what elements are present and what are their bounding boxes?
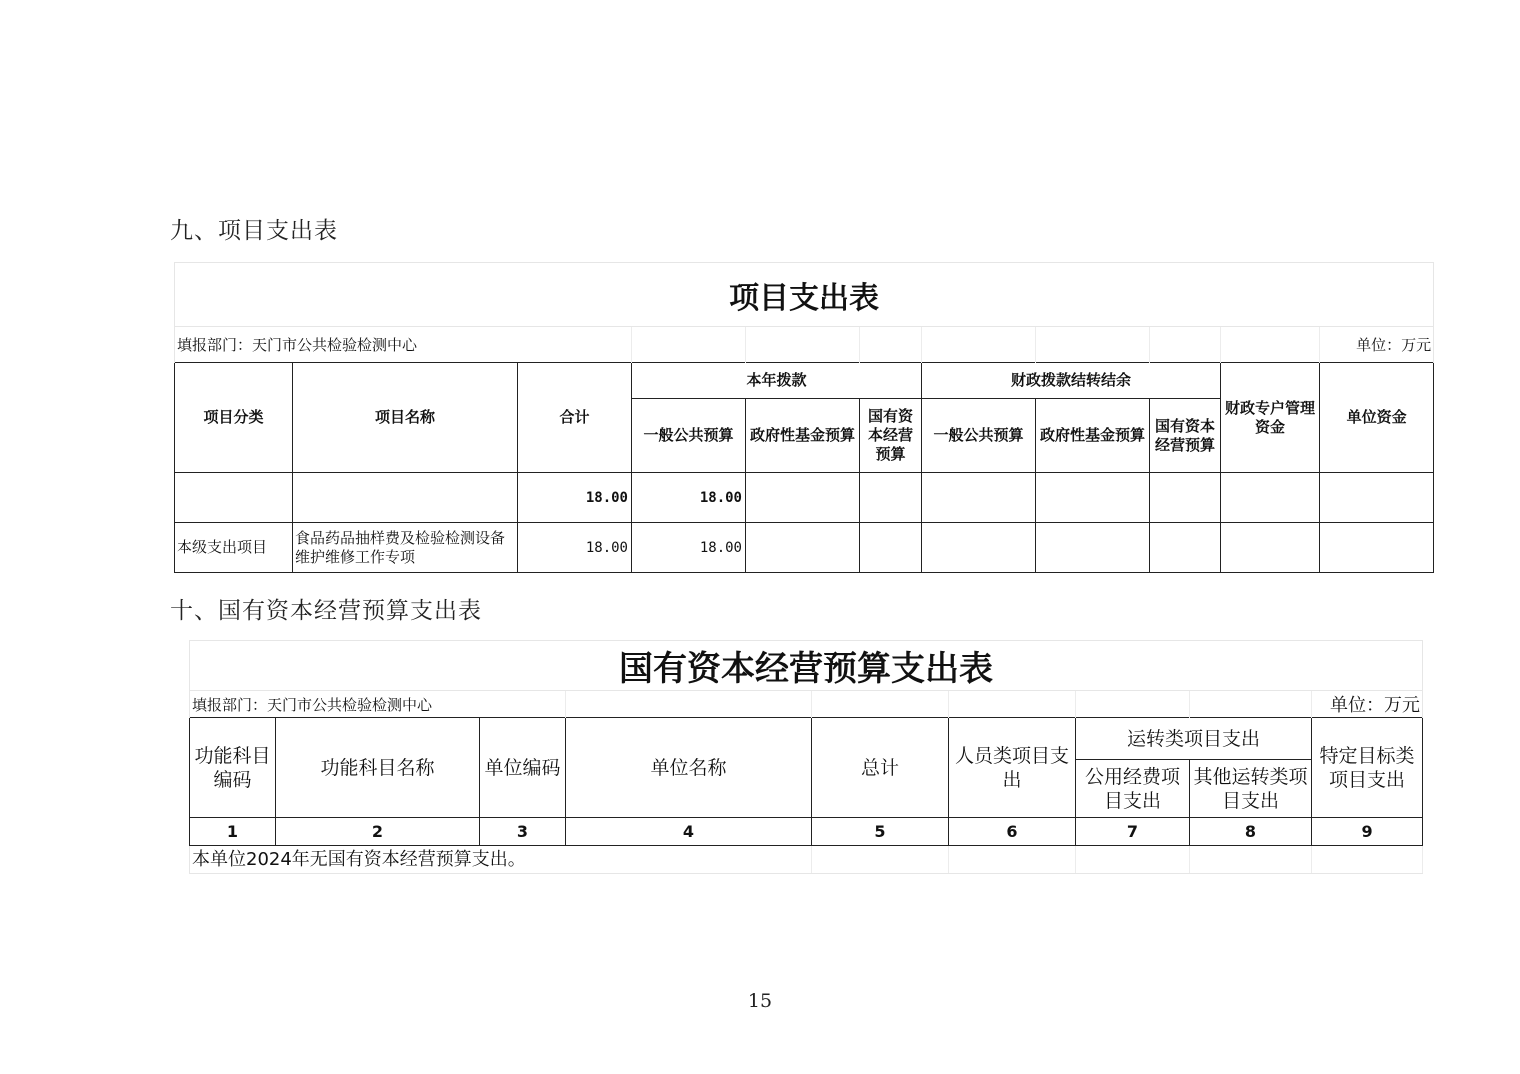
col-carry-state-capital: 国有资本经营预算 — [1150, 399, 1221, 473]
col-unit-name: 单位名称 — [566, 718, 812, 818]
no-expenditure-note: 本单位2024年无国有资本经营预算支出。 — [190, 846, 812, 874]
index-cell: 7 — [1076, 818, 1190, 846]
index-cell: 5 — [812, 818, 949, 846]
index-cell: 9 — [1312, 818, 1423, 846]
index-cell: 6 — [949, 818, 1076, 846]
unit-label: 单位：万元 — [1320, 327, 1434, 363]
index-cell: 4 — [566, 818, 812, 846]
section9-heading: 九、项目支出表 — [170, 218, 338, 244]
col-state-capital: 国有资本经营预算 — [860, 399, 922, 473]
table-title: 项目支出表 — [175, 263, 1434, 327]
col-carry-general: 一般公共预算 — [922, 399, 1036, 473]
row-category: 本级支出项目 — [175, 523, 293, 573]
state-capital-expenditure-table — [189, 640, 1423, 874]
index-cell: 8 — [1190, 818, 1312, 846]
col-func-code: 功能科目编码 — [190, 718, 276, 818]
col-func-name: 功能科目名称 — [276, 718, 480, 818]
col-general: 一般公共预算 — [632, 399, 746, 473]
total-row-total: 18.00 — [518, 473, 632, 523]
col-unit-funds: 单位资金 — [1320, 363, 1434, 473]
project-expenditure-table — [174, 262, 1434, 573]
group-carryover: 财政拨款结转结余 — [922, 363, 1221, 399]
page-number: 15 — [747, 990, 773, 1012]
col-personnel: 人员类项目支出 — [949, 718, 1076, 818]
table-row — [175, 523, 1434, 573]
index-cell: 3 — [480, 818, 566, 846]
group-operating: 运转类项目支出 — [1076, 718, 1312, 760]
index-cell: 1 — [190, 818, 276, 846]
col-other-operating: 其他运转类项目支出 — [1190, 760, 1312, 818]
col-specific-target: 特定目标类项目支出 — [1312, 718, 1423, 818]
table2-title: 国有资本经营预算支出表 — [190, 641, 1423, 691]
col-name: 项目名称 — [293, 363, 518, 473]
unit2-label: 单位：万元 — [1312, 691, 1423, 718]
col-gov-fund: 政府性基金预算 — [746, 399, 860, 473]
dept-label: 填报部门：天门市公共检验检测中心 — [175, 327, 632, 363]
col-special-account: 财政专户管理资金 — [1221, 363, 1320, 473]
row-general: 18.00 — [632, 523, 746, 573]
index-cell: 2 — [276, 818, 480, 846]
col-unit-code: 单位编码 — [480, 718, 566, 818]
col-public-expense: 公用经费项目支出 — [1076, 760, 1190, 818]
col-category: 项目分类 — [175, 363, 293, 473]
row-name: 食品药品抽样费及检验检测设备维护维修工作专项 — [293, 523, 518, 573]
col-carry-gov-fund: 政府性基金预算 — [1036, 399, 1150, 473]
section10-heading: 十、国有资本经营预算支出表 — [170, 598, 482, 624]
index-row — [190, 818, 1423, 846]
row-total: 18.00 — [518, 523, 632, 573]
total-row — [175, 473, 1434, 523]
total-row-general: 18.00 — [632, 473, 746, 523]
col-total: 合计 — [518, 363, 632, 473]
col-grand-total: 总计 — [812, 718, 949, 818]
dept2-label: 填报部门：天门市公共检验检测中心 — [190, 691, 566, 718]
group-current-year: 本年拨款 — [632, 363, 922, 399]
